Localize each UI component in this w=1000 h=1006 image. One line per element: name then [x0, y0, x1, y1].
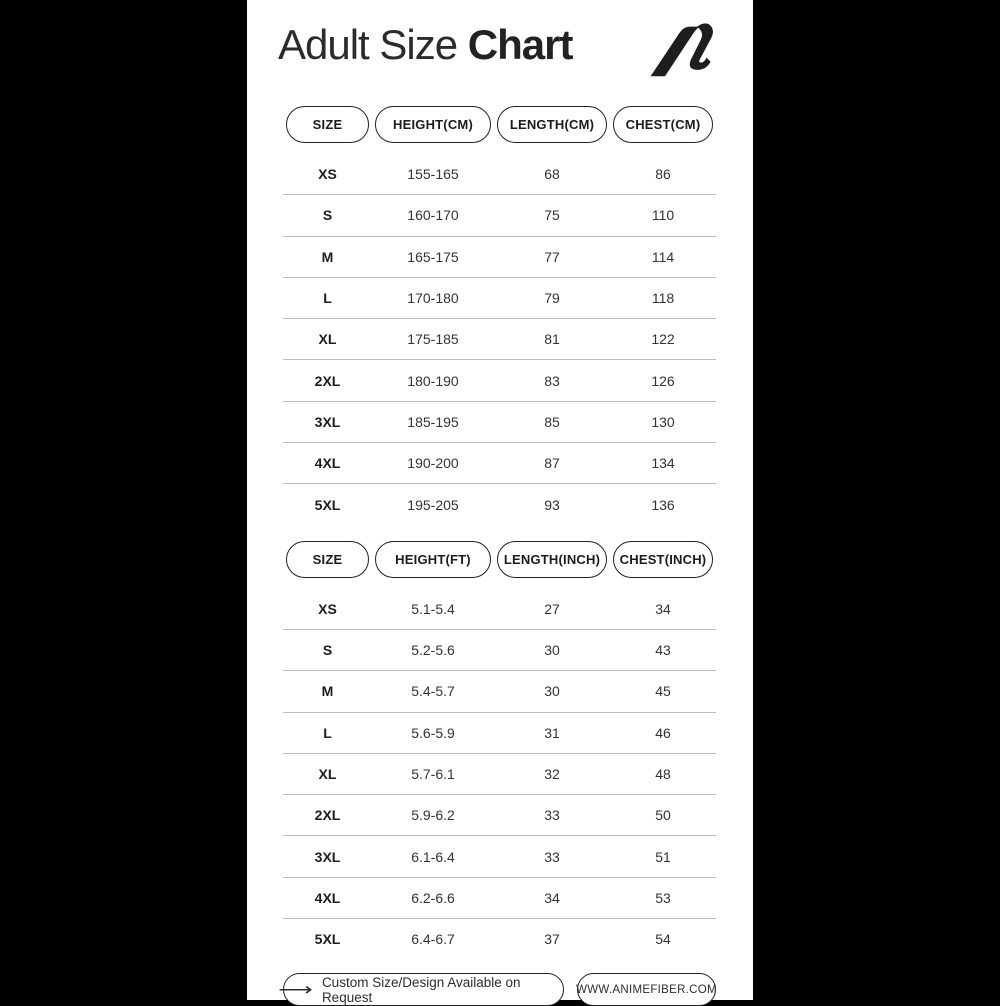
length-cell: 27 — [544, 600, 560, 617]
length-cell: 31 — [544, 724, 560, 741]
table-row — [283, 443, 716, 484]
size-chart-table-cm — [283, 106, 716, 525]
length-cell: 34 — [544, 889, 560, 906]
table-row — [283, 589, 716, 630]
chest-cell: 46 — [655, 724, 671, 741]
size-cell: 3XL — [314, 848, 341, 865]
height-cell: 180-190 — [407, 372, 459, 389]
size-cell: L — [323, 290, 332, 307]
table-row — [283, 878, 716, 919]
footer — [278, 973, 717, 1006]
size-cell: 2XL — [314, 372, 341, 389]
table-row — [283, 402, 716, 443]
height-cell: 5.6-5.9 — [411, 724, 455, 741]
length-cell: 85 — [544, 413, 560, 430]
size-cell: 5XL — [314, 496, 341, 513]
height-cell: 5.2-5.6 — [411, 642, 455, 659]
table-row — [283, 671, 716, 712]
size-cell: S — [322, 207, 333, 224]
chest-cell: 53 — [655, 889, 671, 906]
length-cell: 30 — [544, 642, 560, 659]
custom-size-note-text: Custom Size/Design Available on Request — [321, 974, 521, 1005]
chest-cell: 122 — [651, 331, 675, 348]
size-cell: M — [321, 248, 334, 265]
header — [247, 0, 753, 78]
height-cell: 195-205 — [407, 496, 459, 513]
chest-cell: 50 — [655, 807, 671, 824]
chest-cell: 48 — [655, 766, 671, 782]
column-header-pill-length-cm: LENGTH(CM) — [497, 106, 607, 143]
animefiber-logo-icon — [649, 20, 713, 78]
chest-cell: 110 — [651, 207, 675, 224]
height-cell: 5.7-6.1 — [411, 766, 455, 782]
table-row — [283, 237, 716, 278]
table-row — [283, 319, 716, 360]
height-cell: 170-180 — [407, 290, 459, 307]
page-title-bold: Chart — [467, 21, 573, 68]
chest-cell: 126 — [651, 372, 675, 389]
height-cell: 155-165 — [407, 166, 459, 183]
length-cell: 75 — [544, 207, 560, 224]
size-cell: XL — [318, 766, 337, 782]
table-row — [283, 195, 716, 236]
length-cell: 87 — [544, 455, 560, 472]
size-cell: 3XL — [314, 413, 341, 430]
website-text: WWW.ANIMEFIBER.COM — [576, 983, 717, 996]
chest-cell: 34 — [655, 600, 671, 617]
size-cell: S — [322, 642, 333, 659]
height-cell: 5.9-6.2 — [411, 807, 455, 824]
height-cell: 5.1-5.4 — [411, 600, 455, 617]
right-black-bar — [753, 0, 1000, 1000]
size-cell: 4XL — [314, 889, 341, 906]
custom-size-note-pill — [278, 973, 564, 1006]
length-cell: 79 — [544, 290, 560, 307]
chest-cell: 136 — [651, 496, 675, 513]
chest-cell: 86 — [655, 166, 671, 183]
column-header-pill-height-cm: HEIGHT(CM) — [375, 106, 491, 143]
height-cell: 190-200 — [407, 455, 459, 472]
table-row — [283, 278, 716, 319]
table-cm-rows — [283, 154, 716, 525]
chest-cell: 118 — [651, 290, 675, 307]
size-chart-panel — [247, 0, 753, 1005]
website-pill — [577, 973, 716, 1006]
chest-cell: 54 — [655, 931, 671, 948]
column-header-pill-size: SIZE — [286, 106, 369, 143]
length-cell: 33 — [544, 807, 560, 824]
table-cm-header-row — [283, 106, 716, 143]
length-cell: 30 — [544, 683, 560, 700]
column-header-pill-length-inch: LENGTH(INCH) — [497, 541, 607, 578]
column-header-pill-chest-inch: CHEST(INCH) — [613, 541, 713, 578]
length-cell: 33 — [544, 848, 560, 865]
size-cell: XS — [318, 600, 337, 617]
height-cell: 185-195 — [407, 413, 459, 430]
chest-cell: 45 — [655, 683, 671, 700]
height-cell: 165-175 — [407, 248, 459, 265]
chest-cell: 51 — [655, 848, 671, 865]
length-cell: 37 — [544, 931, 560, 948]
table-row — [283, 754, 716, 795]
length-cell: 32 — [544, 766, 560, 782]
length-cell: 83 — [544, 372, 560, 389]
table-inch-header-row — [283, 541, 716, 578]
height-cell: 6.2-6.6 — [411, 889, 455, 906]
table-row — [283, 630, 716, 671]
left-black-bar — [0, 0, 247, 1000]
chest-cell: 134 — [651, 455, 675, 472]
length-cell: 68 — [544, 166, 560, 183]
column-header-pill-height-ft: HEIGHT(FT) — [375, 541, 491, 578]
size-cell: L — [323, 724, 332, 741]
height-cell: 5.4-5.7 — [411, 683, 455, 700]
table-row — [283, 919, 716, 959]
right-arrow-icon: ⟶ — [278, 981, 313, 999]
height-cell: 160-170 — [407, 207, 459, 224]
chest-cell: 114 — [651, 248, 675, 265]
length-cell: 93 — [544, 496, 560, 513]
size-cell: XS — [318, 166, 337, 183]
page-title-regular: Adult Size — [278, 21, 468, 68]
size-cell: M — [321, 683, 334, 700]
height-cell: 6.4-6.7 — [411, 931, 455, 948]
height-cell: 6.1-6.4 — [411, 848, 455, 865]
size-cell: 2XL — [314, 807, 341, 824]
height-cell: 175-185 — [407, 331, 459, 348]
table-row — [283, 836, 716, 877]
chest-cell: 43 — [655, 642, 671, 659]
size-cell: 4XL — [314, 455, 341, 472]
size-cell: 5XL — [314, 931, 341, 948]
table-row — [283, 713, 716, 754]
table-row — [283, 484, 716, 524]
size-chart-table-inch — [283, 541, 716, 960]
length-cell: 77 — [544, 248, 560, 265]
column-header-pill-size: SIZE — [286, 541, 369, 578]
table-inch-rows — [283, 589, 716, 960]
length-cell: 81 — [544, 331, 560, 348]
size-cell: XL — [318, 331, 337, 348]
chest-cell: 130 — [651, 413, 675, 430]
table-row — [283, 795, 716, 836]
table-row — [283, 154, 716, 195]
page-title — [278, 20, 572, 70]
column-header-pill-chest-cm: CHEST(CM) — [613, 106, 713, 143]
table-row — [283, 360, 716, 401]
